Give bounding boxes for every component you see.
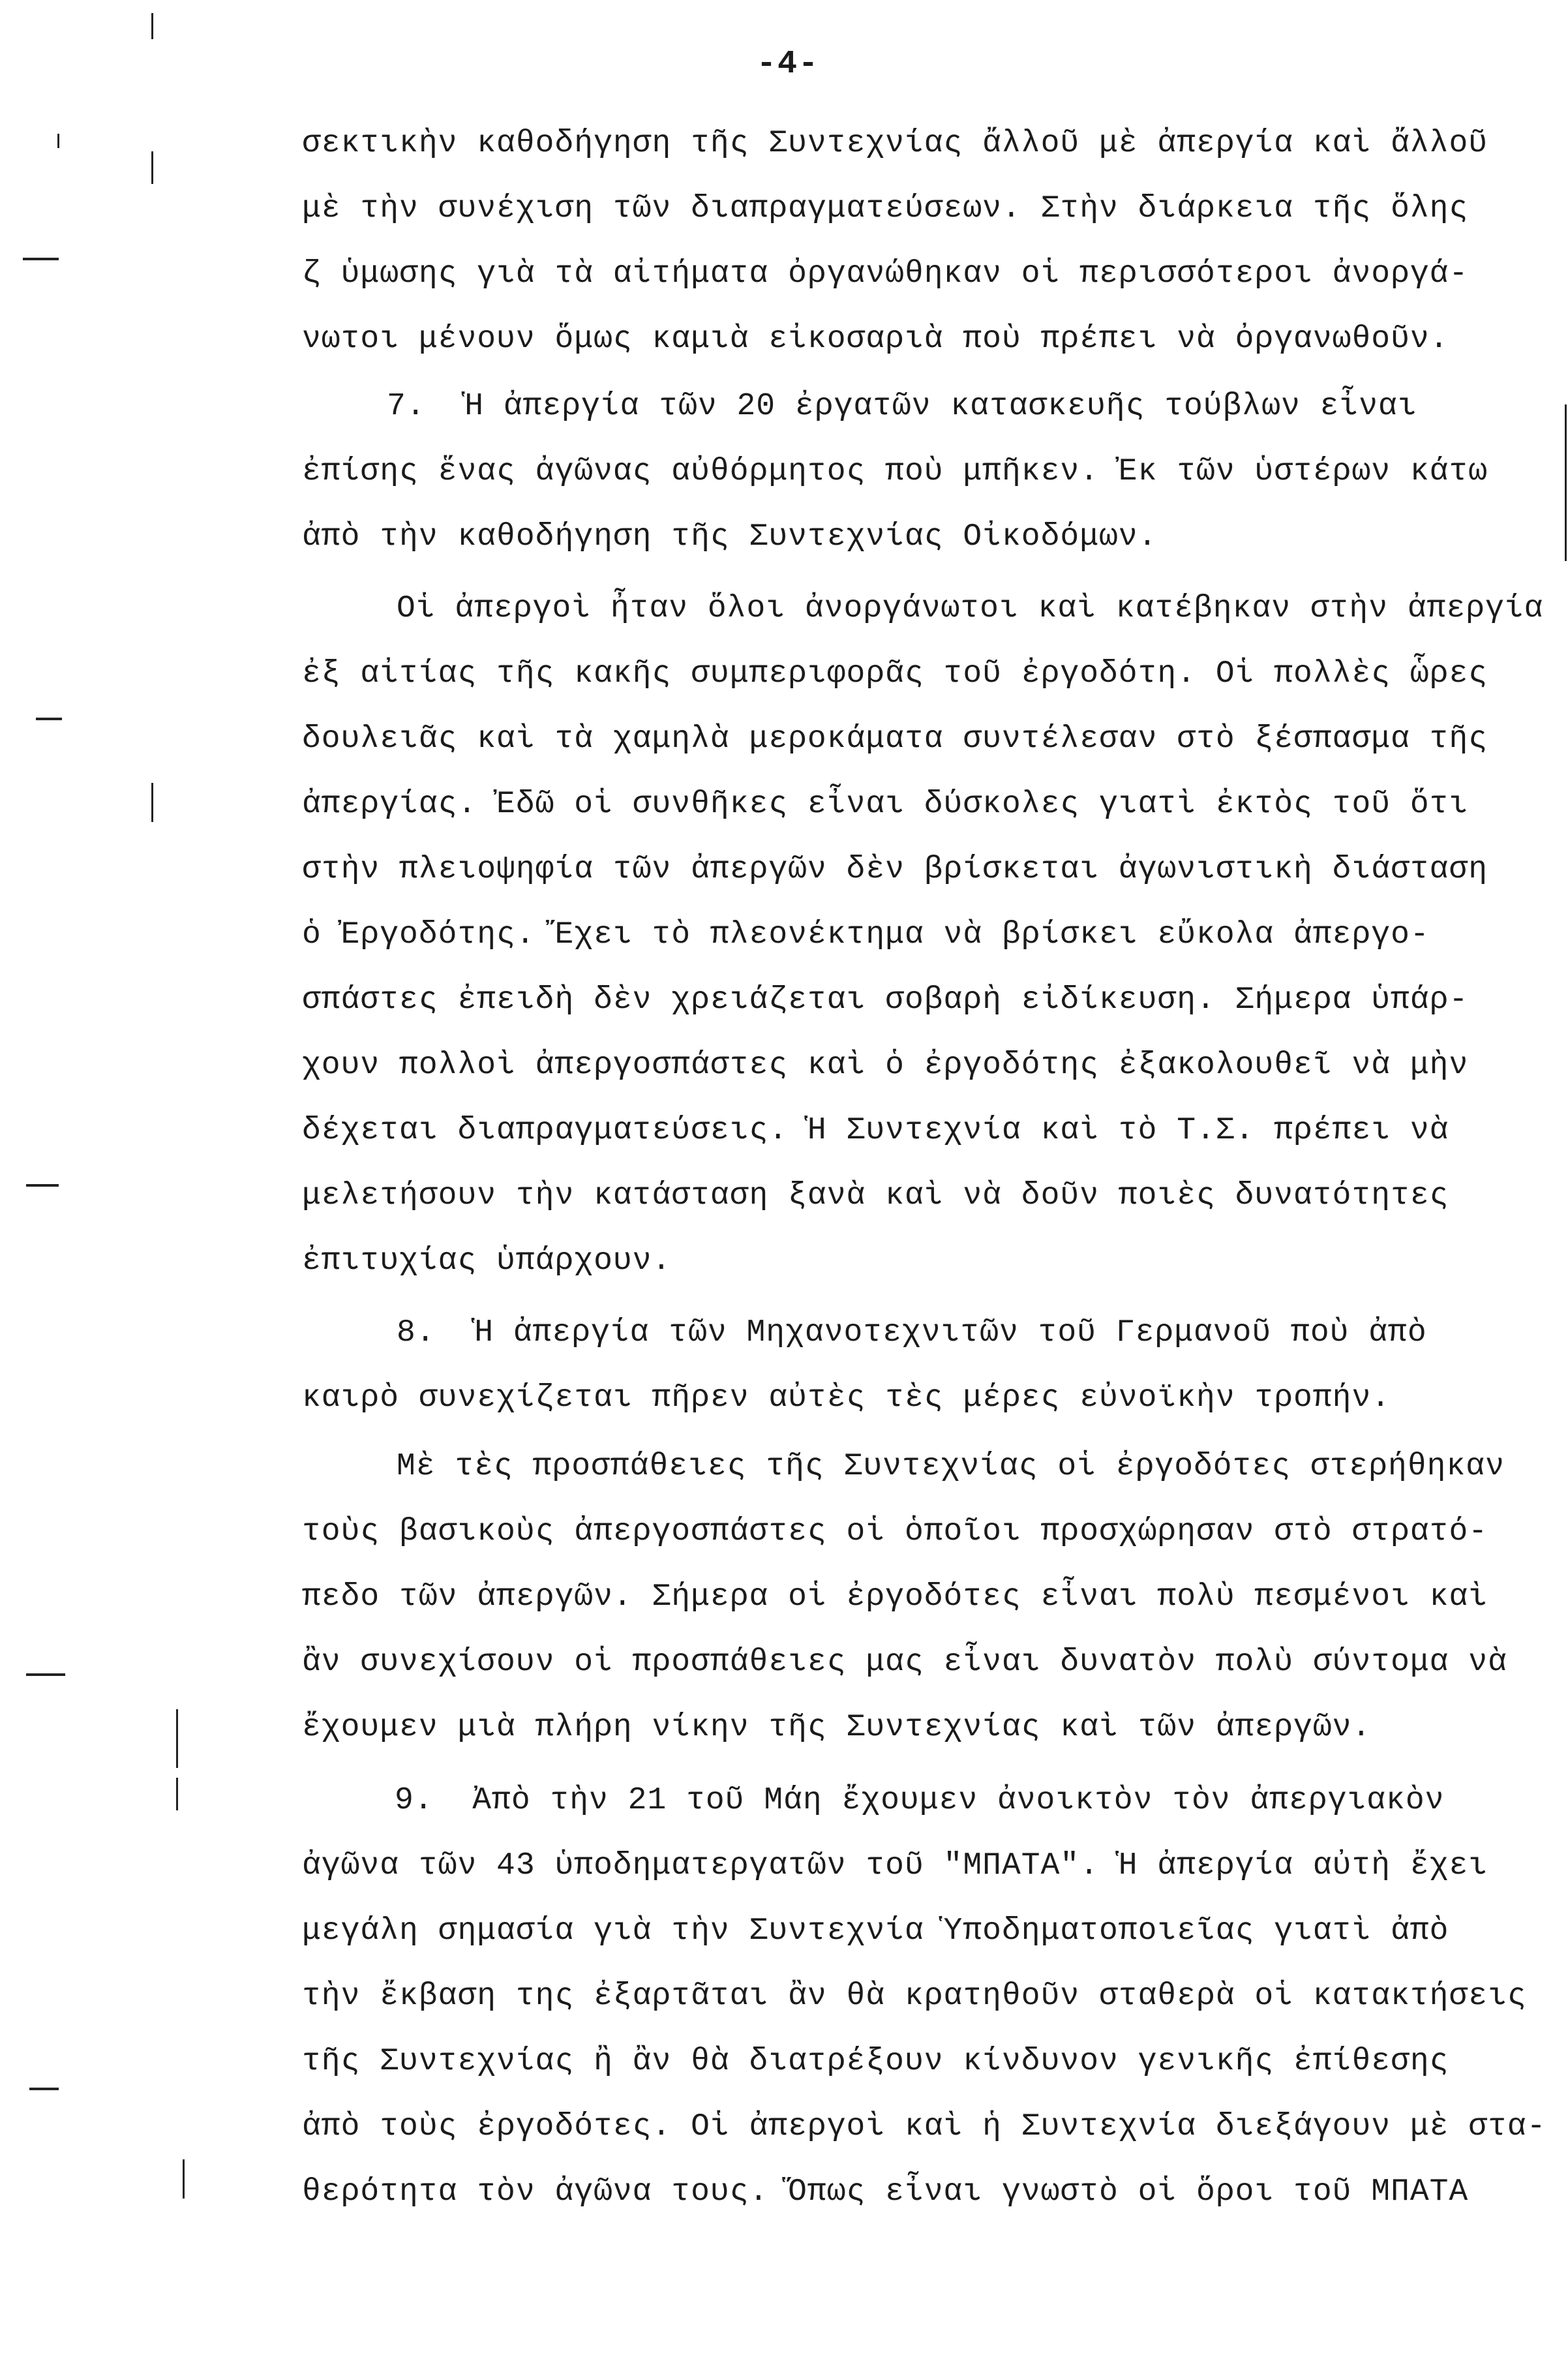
body-line: 9. Ἀπὸ τὴν 21 τοῦ Μάη ἔχουμεν ἀνοικτὸν τὸν ἀπεργιακὸν [395, 1783, 1445, 1818]
margin-mark [26, 1184, 59, 1187]
body-line: δέχεται διαπραγματεύσεις. Ἡ Συντεχνία καὶ τὸ Τ.Σ. πρέπει νὰ [302, 1113, 1449, 1148]
body-line: ζ ὑμωσης γιὰ τὰ αἰτήματα ὀργανώθηκαν οἱ περισσότεροι ἀνοργά- [302, 256, 1469, 292]
body-line: στὴν πλειοψηφία τῶν ἀπεργῶν δὲν βρίσκεται ἀγωνιστικὴ διάσταση [302, 852, 1488, 887]
margin-mark [151, 151, 153, 184]
body-line: ἀγῶνα τῶν 43 ὑποδηματεργατῶν τοῦ "ΜΠΑΤΑ". Ἡ ἀπεργία αὐτὴ ἔχει [302, 1848, 1488, 1883]
body-line: μελετήσουν τὴν κατάσταση ξανὰ καὶ νὰ δοῦν ποιὲς δυνατότητες [302, 1178, 1449, 1213]
body-line: μεγάλη σημασία γιὰ τὴν Συντεχνία Ὑποδηματοποιεῖας γιατὶ ἀπὸ [302, 1913, 1449, 1949]
body-line: ἐπίσης ἕνας ἀγῶνας αὐθόρμητος ποὺ μπῆκεν. Ἐκ τῶν ὑστέρων κάτω [302, 454, 1488, 489]
body-line: Οἱ ἀπεργοὶ ἦταν ὅλοι ἀνοργάνωτοι καὶ κατέβηκαν στὴν ἀπεργία [397, 591, 1544, 626]
body-line: ἀπεργίας. Ἐδῶ οἱ συνθῆκες εἶναι δύσκολες γιατὶ ἐκτὸς τοῦ ὅτι [302, 787, 1469, 822]
page-edge-mark [1565, 404, 1567, 561]
margin-mark [176, 1778, 178, 1810]
body-line: τὴν ἔκβαση της ἐξαρτᾶται ἂν θὰ κρατηθοῦν σταθερὰ οἱ κατακτήσεις [302, 1979, 1527, 2014]
body-line: ἐπιτυχίας ὑπάρχουν. [302, 1243, 672, 1279]
margin-mark [183, 2159, 185, 2199]
margin-mark [176, 1709, 178, 1768]
body-line: νωτοι μένουν ὅμως καμιὰ εἰκοσαριὰ ποὺ πρέπει νὰ ὀργανωθοῦν. [302, 322, 1449, 357]
body-line: καιρὸ συνεχίζεται πῆρεν αὐτὲς τὲς μέρες εὐνοϊκὴν τροπήν. [302, 1380, 1391, 1416]
margin-mark [23, 258, 59, 260]
margin-mark [57, 134, 59, 148]
margin-mark [36, 718, 62, 720]
body-line: τοὺς βασικοὺς ἀπεργοσπάστες οἱ ὁποῖοι προσχώρησαν στὸ στρατό- [302, 1514, 1488, 1549]
margin-mark [151, 783, 153, 822]
body-line: ἔχουμεν μιὰ πλήρη νίκην τῆς Συντεχνίας καὶ τῶν ἀπεργῶν. [302, 1710, 1372, 1745]
body-line: ἂν συνεχίσουν οἱ προσπάθειες μας εἶναι δυνατὸν πολὺ σύντομα νὰ [302, 1645, 1507, 1680]
body-line: ἀπὸ τὴν καθοδήγηση τῆς Συντεχνίας Οἰκοδόμων. [302, 519, 1158, 555]
margin-mark [151, 13, 153, 39]
page-number: -4- [757, 46, 820, 83]
body-line: σπάστες ἐπειδὴ δὲν χρειάζεται σοβαρὴ εἰδίκευση. Σήμερα ὑπάρ- [302, 982, 1469, 1018]
body-line: χουν πολλοὶ ἀπεργοσπάστες καὶ ὁ ἐργοδότης ἐξακολουθεῖ νὰ μὴν [302, 1048, 1469, 1083]
body-line: δουλειᾶς καὶ τὰ χαμηλὰ μεροκάματα συντέλεσαν στὸ ξέσπασμα τῆς [302, 722, 1488, 757]
body-line: σεκτικὴν καθοδήγηση τῆς Συντεχνίας ἄλλοῦ μὲ ἀπεργία καὶ ἄλλοῦ [302, 126, 1488, 161]
body-line: ἀπὸ τοὺς ἐργοδότες. Οἱ ἀπεργοὶ καὶ ἡ Συντεχνία διεξάγουν μὲ στα- [302, 2109, 1546, 2144]
body-line: πεδο τῶν ἀπεργῶν. Σήμερα οἱ ἐργοδότες εἶναι πολὺ πεσμένοι καὶ [302, 1579, 1488, 1615]
body-line: 8. Ἡ ἀπεργία τῶν Μηχανοτεχνιτῶν τοῦ Γερμανοῦ ποὺ ἀπὸ [397, 1315, 1427, 1350]
margin-mark [29, 2088, 59, 2090]
margin-mark [26, 1673, 65, 1676]
body-line: ἐξ αἰτίας τῆς κακῆς συμπεριφορᾶς τοῦ ἐργοδότη. Οἱ πολλὲς ὧρες [302, 656, 1488, 692]
body-line: ὁ Ἐργοδότης. Ἔχει τὸ πλεονέκτημα νὰ βρίσκει εὔκολα ἀπεργο- [302, 917, 1430, 952]
body-line: μὲ τὴν συνέχιση τῶν διαπραγματεύσεων. Στὴν διάρκεια τῆς ὅλης [302, 191, 1469, 226]
body-line: θερότητα τὸν ἀγῶνα τους. Ὅπως εἶναι γνωστὸ οἱ ὅροι τοῦ ΜΠΑΤΑ [302, 2174, 1469, 2210]
body-line: Μὲ τὲς προσπάθειες τῆς Συντεχνίας οἱ ἐργοδότες στερήθηκαν [397, 1449, 1505, 1484]
body-line: 7. Ἡ ἀπεργία τῶν 20 ἐργατῶν κατασκευῆς τούβλων εἶναι [387, 389, 1417, 424]
body-line: τῆς Συντεχνίας ἢ ἂν θὰ διατρέξουν κίνδυνον γενικῆς ἐπίθεσης [302, 2044, 1449, 2079]
